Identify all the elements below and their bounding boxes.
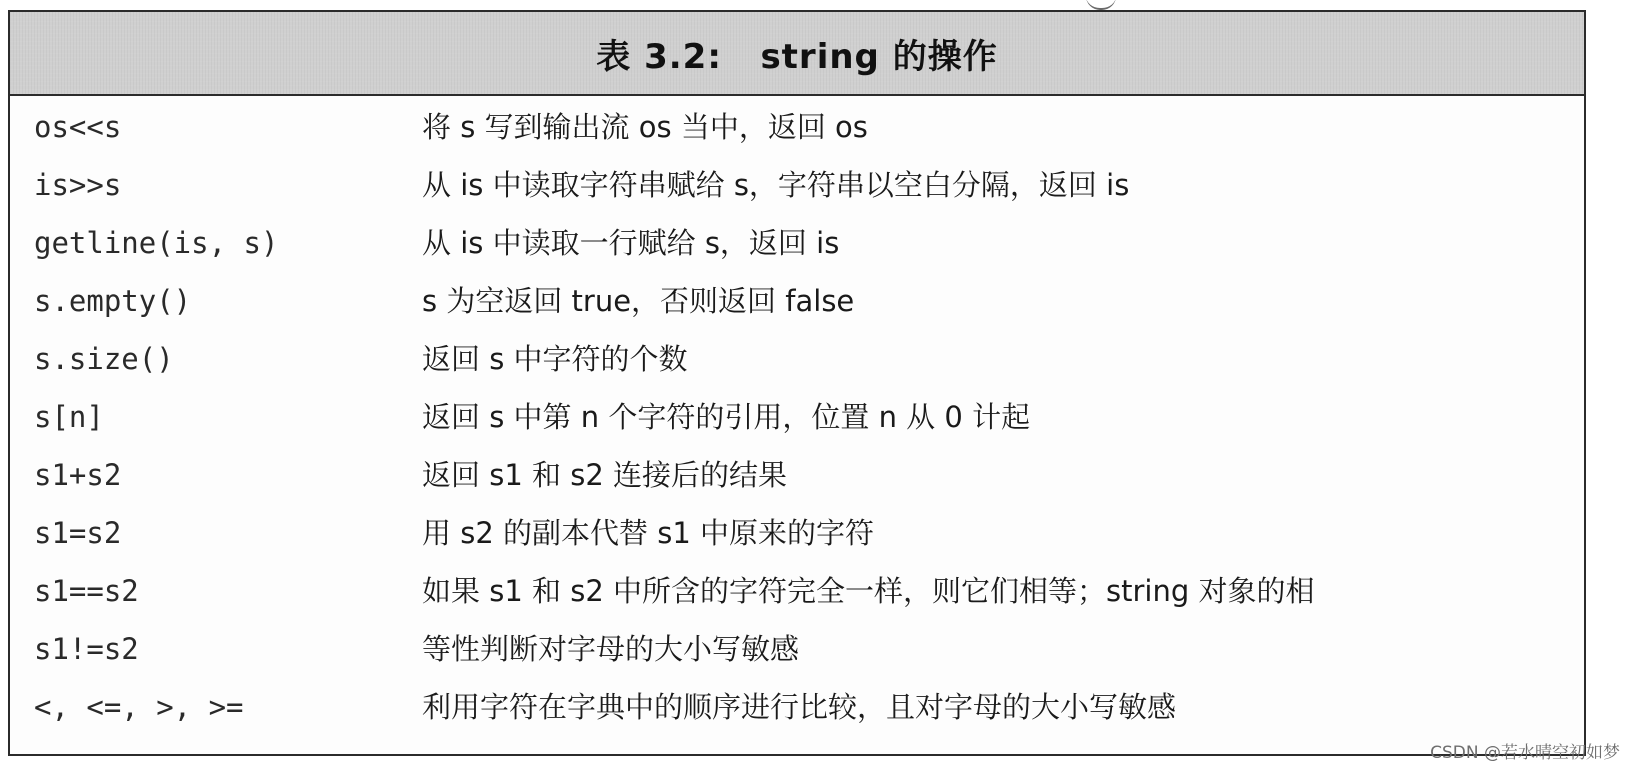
description-cell: 如果 s1 和 s2 中所含的字符完全一样，则它们相等；string 对象的相	[422, 574, 1315, 608]
operation-cell: getline(is, s)	[34, 226, 279, 260]
table-row	[10, 504, 1584, 562]
operation-cell: is>>s	[34, 168, 122, 202]
watermark: CSDN @若水晴空初如梦	[1430, 743, 1620, 763]
operation-cell: s1=s2	[34, 516, 122, 550]
description-cell: 将 s 写到输出流 os 当中，返回 os	[422, 110, 868, 144]
description-cell: 利用字符在字典中的顺序进行比较，且对字母的大小写敏感	[422, 690, 1177, 724]
table-row	[10, 330, 1584, 388]
description-cell: 从 is 中读取一行赋给 s，返回 is	[422, 226, 840, 260]
description-cell: 返回 s 中字符的个数	[422, 342, 688, 376]
table-row	[10, 562, 1584, 620]
operation-cell: s1+s2	[34, 458, 122, 492]
operation-cell: s[n]	[34, 400, 104, 434]
table-row	[10, 272, 1584, 330]
description-cell: 从 is 中读取字符串赋给 s，字符串以空白分隔，返回 is	[422, 168, 1130, 202]
operation-cell: os<<s	[34, 110, 122, 144]
operation-cell: s1==s2	[34, 574, 139, 608]
table-row	[10, 98, 1584, 156]
table-header	[10, 12, 1584, 96]
string-operations-table	[8, 10, 1586, 756]
table-row	[10, 214, 1584, 272]
description-cell: 返回 s1 和 s2 连接后的结果	[422, 458, 787, 492]
operation-cell: <, <=, >, >=	[34, 690, 244, 724]
table-row	[10, 678, 1584, 736]
table-row	[10, 620, 1584, 678]
operation-cell: s.size()	[34, 342, 174, 376]
table-caption: 表 3.2: string 的操作	[596, 36, 998, 77]
description-cell: 返回 s 中第 n 个字符的引用，位置 n 从 0 计起	[422, 400, 1031, 434]
table-body	[10, 98, 1584, 736]
table-row	[10, 156, 1584, 214]
table-row	[10, 388, 1584, 446]
description-cell: 用 s2 的副本代替 s1 中原来的字符	[422, 516, 874, 550]
table-row	[10, 446, 1584, 504]
description-cell: s 为空返回 true，否则返回 false	[422, 284, 855, 318]
description-cell: 等性判断对字母的大小写敏感	[422, 632, 800, 666]
page-edge-mark	[1086, 0, 1116, 10]
operation-cell: s1!=s2	[34, 632, 139, 666]
operation-cell: s.empty()	[34, 284, 192, 318]
